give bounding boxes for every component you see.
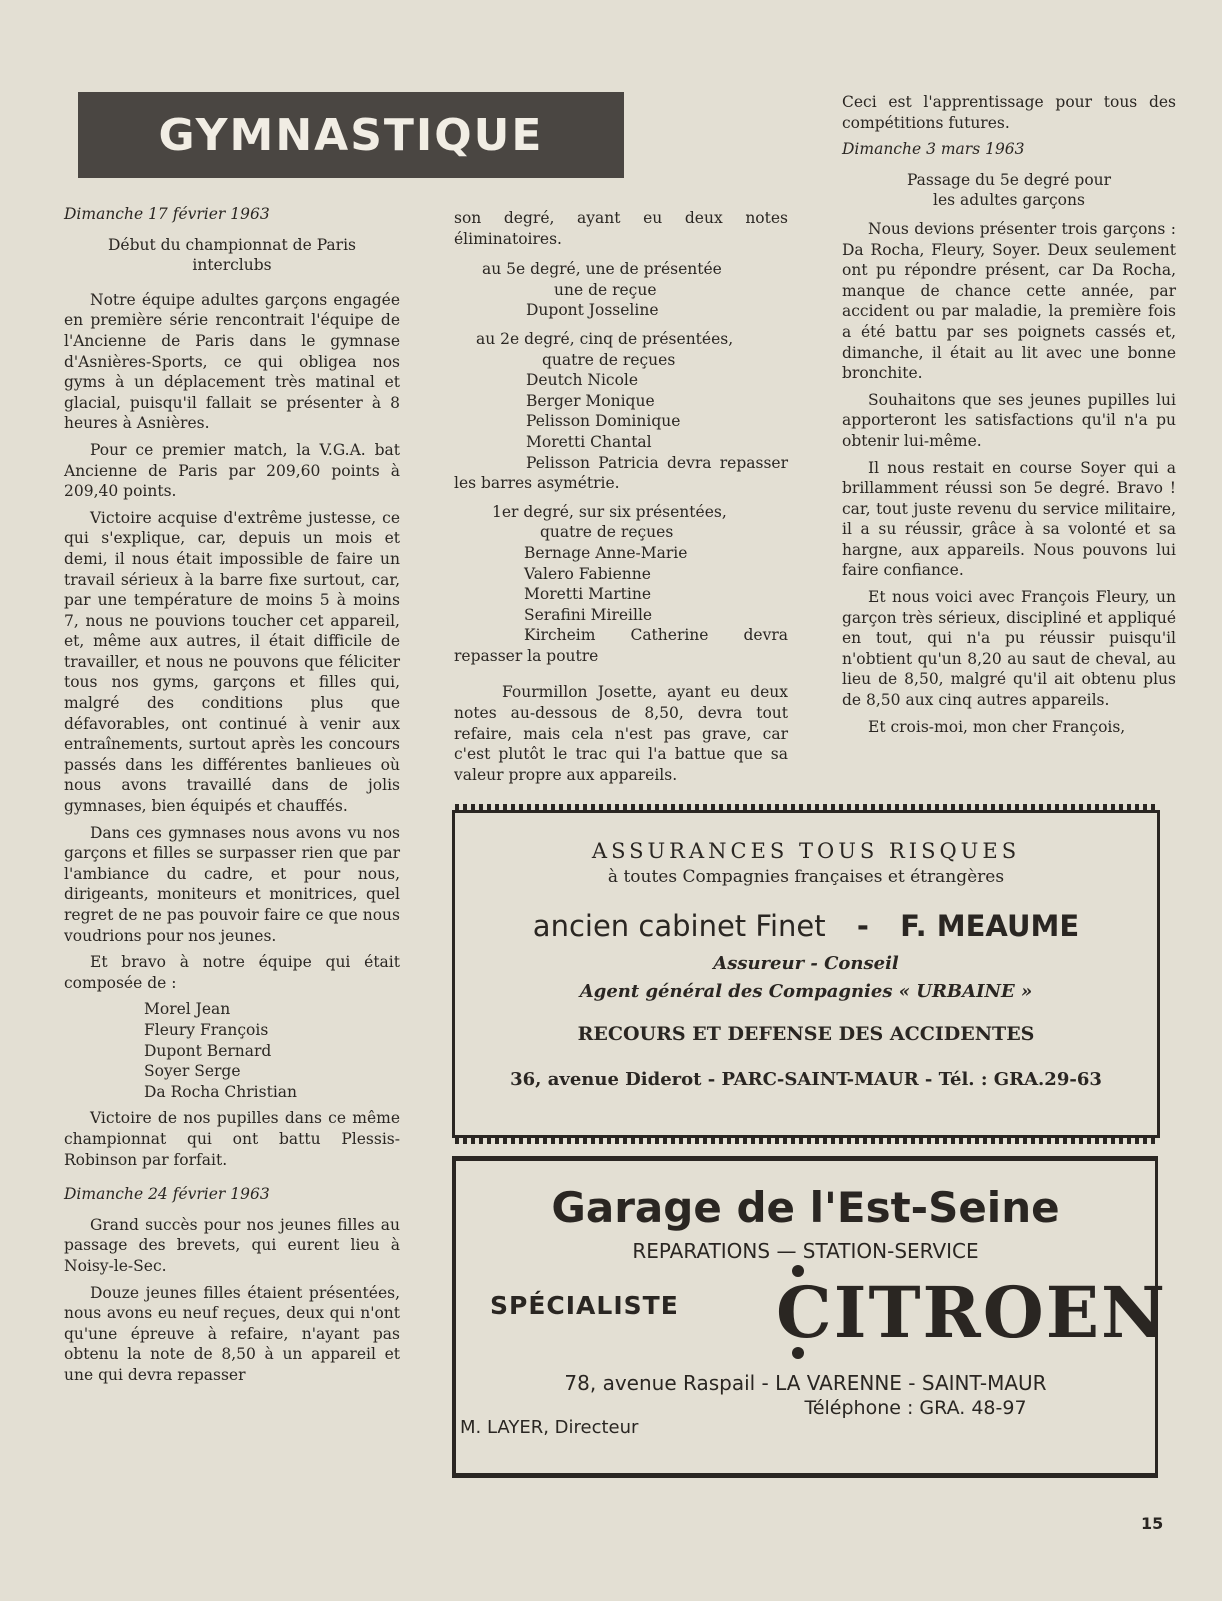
paragraph: son degré, ayant eu deux notes éliminatoires. bbox=[454, 209, 788, 248]
wave-border bbox=[455, 804, 1157, 810]
list-item: Deutch Nicole bbox=[526, 371, 639, 390]
brand-logo: CITROEN bbox=[776, 1271, 1168, 1354]
list-item: Soyer Serge bbox=[144, 1062, 241, 1081]
garage-advert bbox=[452, 1156, 1168, 1478]
degree-line: au 5e degré, une de présentée bbox=[482, 260, 722, 279]
column-right bbox=[842, 92, 1176, 743]
paragraph: Et nous voici avec François Fleury, un garçon très sérieux, discipliné et appliqué en tout, qui n'a pu réussir puisqu'il n'obtient qu'un 8,20 au saut de cheval, au lieu de 8,50, malgré qu'il ait obtenu plus de 8,50 aux cinq autres appareils. bbox=[842, 588, 1176, 710]
list-item: Moretti Chantal bbox=[526, 432, 652, 451]
team-list bbox=[64, 999, 400, 1102]
list-item: Moretti Martine bbox=[524, 585, 651, 604]
paragraph: Ceci est l'apprentissage pour tous des compétitions futures. bbox=[842, 93, 1176, 132]
list-item: Berger Monique bbox=[526, 391, 655, 410]
garage-phone: Téléphone : GRA. 48-97 bbox=[804, 1397, 1027, 1419]
garage-address: 78, avenue Raspail - LA VARENNE - SAINT-MAUR bbox=[564, 1371, 1047, 1395]
section-title: GYMNASTIQUE bbox=[158, 109, 544, 161]
list-item: Valero Fabienne bbox=[524, 564, 651, 583]
paragraph: Victoire de nos pupilles dans ce même championnat qui ont battu Plessis-Robinson par forfait. bbox=[64, 1109, 400, 1169]
ad-separator: - bbox=[856, 909, 869, 943]
date-heading: Dimanche 24 février 1963 bbox=[64, 1185, 270, 1204]
date-heading: Dimanche 3 mars 1963 bbox=[842, 140, 1025, 159]
paragraph: Pour ce premier match, la V.G.A. bat Ancienne de Paris par 209,60 points à 209,40 points. bbox=[64, 440, 400, 501]
list-item: Serafini Mireille bbox=[524, 605, 653, 624]
ad-address: 36, avenue Diderot - PARC-SAINT-MAUR - Tél. : GRA.29-63 bbox=[510, 1069, 1102, 1090]
wave-border bbox=[455, 1138, 1157, 1144]
subheading: Passage du 5e degré pour les adultes garçons bbox=[906, 170, 1112, 210]
page-number: 15 bbox=[1141, 1514, 1164, 1533]
list-item: Pelisson Dominique bbox=[526, 412, 681, 431]
ad-agent: Agent général des Compagnies « URBAINE » bbox=[579, 981, 1033, 1002]
degree-line: une de reçue bbox=[554, 280, 657, 299]
degree-line: quatre de reçues bbox=[540, 523, 674, 542]
list-item: Dupont Josseline bbox=[526, 301, 659, 320]
specialist-label: SPÉCIALISTE bbox=[490, 1291, 679, 1320]
section-banner bbox=[78, 92, 624, 178]
paragraph: Et bravo à notre équipe qui était composée de : bbox=[64, 953, 400, 992]
insurance-advert bbox=[452, 810, 1160, 1138]
date-heading: Dimanche 17 février 1963 bbox=[64, 205, 270, 223]
ad-company-former: ancien cabinet Finet bbox=[532, 909, 826, 943]
paragraph: Nous devions présenter trois garçons : Da Rocha, Fleury, Soyer. Deux seulement ont pu répondre présent, car Da Rocha, manque de chance cette année, par accident ou par maladie, la première fois a été battu par ses poignets cassés et, dimanche, il était au lit avec une bonne bronchite. bbox=[842, 219, 1176, 383]
ad-role: Assureur - Conseil bbox=[713, 953, 899, 974]
note: Pelisson Patricia devra repasser les barres asymétrie. bbox=[454, 453, 788, 493]
degree-line: 1er degré, sur six présentées, bbox=[492, 502, 727, 521]
paragraph: Fourmillon Josette, ayant eu deux notes au-dessous de 8,50, devra tout refaire, mais cela n'est pas grave, car c'est plutôt le trac qui l'a battue que sa valeur propre aux appareils. bbox=[454, 683, 788, 784]
column-left bbox=[64, 204, 400, 1391]
ad-service: RECOURS ET DEFENSE DES ACCIDENTES bbox=[577, 1023, 1035, 1045]
paragraph: Il nous restait en course Soyer qui a brillamment réussi son 5e degré. Bravo ! car, tout juste revenu du service militaire, il a su réussir, grâce à sa volonté et sa hargne, aux appareils. Nous pouvons lui faire confiance. bbox=[842, 458, 1176, 580]
ad-headline: ASSURANCES TOUS RISQUES bbox=[591, 839, 1021, 863]
garage-director: M. LAYER, Directeur bbox=[460, 1417, 639, 1438]
degree-line: au 2e degré, cinq de présentées, bbox=[476, 329, 734, 348]
paragraph: Douze jeunes filles étaient présentées, nous avons eu neuf reçues, deux qui n'ont qu'une épreuve à refaire, n'ayant pas obtenu la note de 8,50 à un appareil et une qui devra repasser bbox=[64, 1283, 400, 1384]
list-item: Fleury François bbox=[144, 1020, 269, 1039]
garage-name: Garage de l'Est-Seine bbox=[551, 1183, 1060, 1232]
paragraph: Victoire acquise d'extrême justesse, ce qui s'explique, car, depuis un mois et demi, il nous était impossible de faire un travail sérieux à la barre fixe surtout, car, par une température de moins 5 à moins 7, nous ne pouvions toucher cet appareil, et, même aux autres, il était difficile de travailler, et nous ne pouvons que féliciter tous nos gyms, garçons et filles qui, malgré des conditions plus que défavorables, ont continué à venir aux entraînements, surtout après les concours passés dans les différentes banlieues où nous avons travaillé dans de jolis gymnases, bien équipés et chauffés. bbox=[64, 508, 400, 816]
ad-company bbox=[455, 909, 1157, 943]
subheading: Début du championnat de Paris interclubs bbox=[108, 235, 356, 275]
paragraph: Dans ces gymnases nous avons vu nos garçons et filles se surpasser rien que par l'ambiance du cadre, et pour nous, dirigeants, moniteurs et monitrices, quel regret de ne pas pouvoir faire ce que nous voudrions pour nos jeunes. bbox=[64, 823, 400, 945]
paragraph: Grand succès pour nos jeunes filles au passage des brevets, qui eurent lieu à Noisy-le-Sec. bbox=[64, 1215, 400, 1275]
ad-company-name: F. MEAUME bbox=[900, 909, 1080, 943]
list-item: Da Rocha Christian bbox=[144, 1082, 298, 1101]
paragraph: Et crois-moi, mon cher François, bbox=[868, 717, 1126, 736]
garage-services: REPARATIONS — STATION-SERVICE bbox=[632, 1239, 979, 1263]
note: Kircheim Catherine devra repasser la poutre bbox=[454, 626, 788, 665]
column-middle bbox=[454, 208, 788, 791]
paragraph: Notre équipe adultes garçons engagée en première série rencontrait l'équipe de l'Ancienne de Paris dans le gymnase d'Asnières-Sports, ce qui obligea nos gyms à un déplacement très matinal et glacial, puisqu'il fallait se présenter à 8 heures à Asnières. bbox=[64, 290, 400, 433]
paragraph: Souhaitons que ses jeunes pupilles lui apporteront les satisfactions qu'il n'a pu obtenir lui-même. bbox=[842, 390, 1176, 450]
list-item: Morel Jean bbox=[144, 1000, 231, 1019]
list-item: Dupont Bernard bbox=[144, 1041, 272, 1060]
degree-line: quatre de reçues bbox=[542, 350, 676, 369]
list-item: Bernage Anne-Marie bbox=[524, 543, 688, 562]
ad-subline: à toutes Compagnies françaises et étrangères bbox=[607, 867, 1005, 887]
